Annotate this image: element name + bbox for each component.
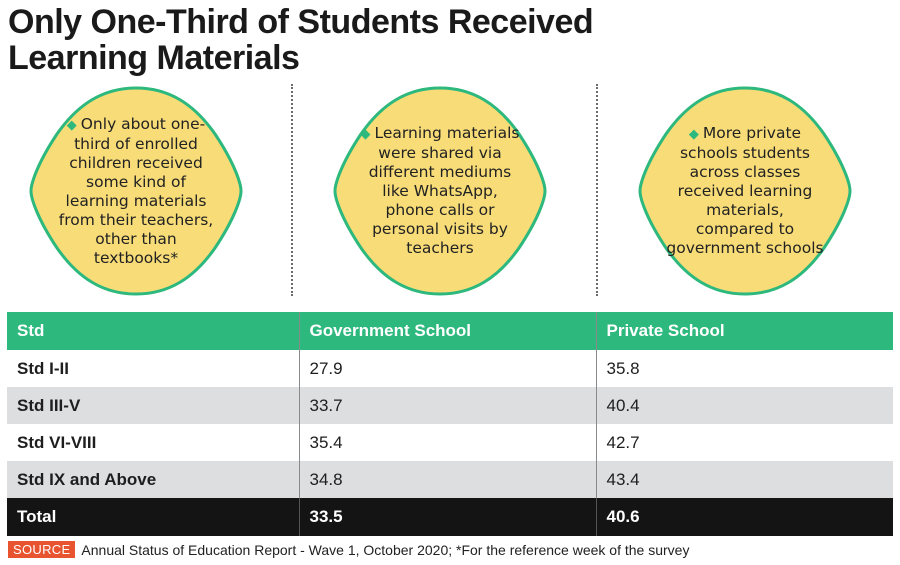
diamond-bullet-icon: ◆ — [66, 117, 77, 133]
private-value: 35.8 — [596, 350, 893, 387]
row-label: Std VI-VIII — [7, 424, 299, 461]
callout-text-body: More private schools students across classes received learning materials, compared to government schools — [666, 124, 824, 257]
source-tag: SOURCE — [8, 541, 75, 558]
private-value: 42.7 — [596, 424, 893, 461]
diamond-bullet-icon: ◆ — [360, 127, 371, 142]
row-label: Std IX and Above — [7, 461, 299, 498]
total-label: Total — [7, 498, 299, 536]
source-text: Annual Status of Education Report - Wave 1, October 2020; *For the reference week of the survey — [81, 541, 690, 558]
column-divider — [596, 84, 598, 296]
diamond-bullet-icon: ◆ — [688, 127, 699, 142]
callout-2 — [333, 86, 547, 296]
chart-title: Only One-Third of Students Received Learning Materials — [8, 3, 594, 77]
callout-text — [360, 124, 520, 258]
private-value: 40.4 — [596, 387, 893, 424]
total-row — [7, 498, 893, 536]
callout-text — [665, 124, 825, 258]
table-row — [7, 461, 893, 498]
callout-3 — [638, 86, 852, 296]
total-private-value: 40.6 — [596, 498, 893, 536]
private-value: 43.4 — [596, 461, 893, 498]
government-value: 34.8 — [299, 461, 596, 498]
column-divider — [291, 84, 293, 296]
row-label: Std III-V — [7, 387, 299, 424]
table-row — [7, 387, 893, 424]
table-header-row — [7, 312, 893, 350]
column-header-government: Government School — [299, 312, 596, 350]
government-value: 33.7 — [299, 387, 596, 424]
callout-text-body: Learning materials were shared via different mediums like WhatsApp, phone calls or personal visits by teachers — [368, 124, 520, 257]
callout-text — [56, 115, 216, 268]
column-header-std: Std — [7, 312, 299, 350]
row-label: Std I-II — [7, 350, 299, 387]
total-government-value: 33.5 — [299, 498, 596, 536]
table-row — [7, 424, 893, 461]
government-value: 35.4 — [299, 424, 596, 461]
callout-1 — [29, 86, 243, 296]
table-row — [7, 350, 893, 387]
callout-text-body: Only about one-third of enrolled children received some kind of learning materials from their teachers, other than textbooks* — [58, 114, 214, 267]
government-value: 27.9 — [299, 350, 596, 387]
column-header-private: Private School — [596, 312, 893, 350]
source-note — [8, 541, 689, 558]
data-table — [7, 312, 893, 536]
